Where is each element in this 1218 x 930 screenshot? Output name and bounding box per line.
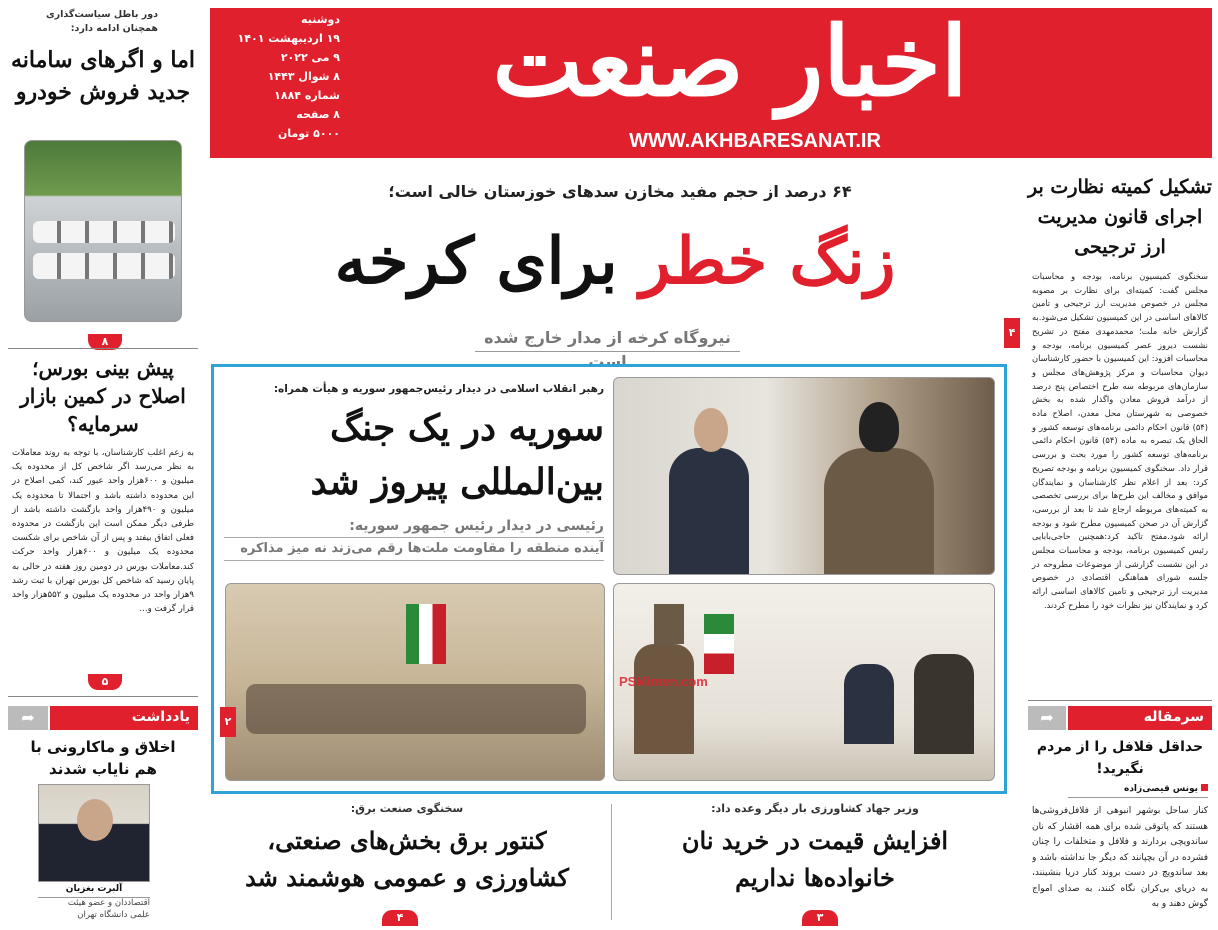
left-top-divider xyxy=(8,348,198,349)
feature-frame xyxy=(211,364,1007,794)
bottom-right-headline-1: افزایش قیمت در خرید نان xyxy=(681,826,949,855)
right-top-headline: تشکیل کمیته نظارت بر اجرای قانون مدیریت ارز ترجیحی xyxy=(1028,176,1212,258)
editorial-column[interactable] xyxy=(1028,706,1212,928)
figure-robe-head xyxy=(859,402,899,452)
date-persian: ۱۹ اردیبهشت ۱۴۰۱ xyxy=(237,32,340,45)
editorial-author xyxy=(1068,784,1208,798)
page-count: ۸ صفحه xyxy=(296,108,340,121)
iran-flag xyxy=(704,614,734,674)
figure-suit-head xyxy=(694,408,728,452)
bottom-divider xyxy=(611,804,612,920)
bottom-left-story[interactable] xyxy=(212,800,602,926)
left-mid-headline: پیش بینی بورس؛ اصلاح در کمین بازار سرمایه؟ xyxy=(20,356,186,436)
editorial-label: سرمقاله xyxy=(1068,706,1212,730)
bottom-left-headline-2: کشاورزی و عمومی هوشمند شد xyxy=(245,863,569,892)
lead-headline-red: زنگ خطر xyxy=(639,224,896,299)
note-arrow-icon: ➦ xyxy=(8,706,48,730)
date-weekday: دوشنبه xyxy=(301,13,340,26)
masthead-date-block xyxy=(214,10,344,156)
photo-cars xyxy=(24,140,182,322)
photo-meeting-room xyxy=(225,583,605,781)
bottom-right-story[interactable] xyxy=(620,800,1010,926)
figure-left-seated xyxy=(634,644,694,754)
feature-page-badge[interactable]: ۲ xyxy=(220,707,236,737)
right-top-body: سخنگوی کمیسیون برنامه، بودجه و محاسبات مجلس گفت: کمیته‌ای برای نظارت بر مصوبه مجلس در خصوص مدیریت ارز ترجیحی و تامین کالاهای اساسی در این کمیسیون تشکیل می‌شود.به گزارش خانه ملت؛ محمدمهدی مفتح در تشریح نشست دیروز عصر کمیسیون برنامه، بودجه و محاسبات افزود: این کمیسیون با حضور کارشناسان دیوان محاسبات و مرکز پژوهش‌های مجلس و سازمان‌های مربوطه سه طرح اختصاص پنج درصد از درآمد فروش معادن واگذار شده به بخش خصوصی به شهرستان محل معدن، اصلاح ماده (۵۴) قانون احکام دائمی برنامه‌های توسعه کشور و الحاق یک تبصره به ماده (۵۴) قانون احکام دائمی برنامه‌های توسعه کشور را مورد بحث و بررسی قرار داد. سخنگوی کمیسیون برنامه و بودجه تصریح کرد: بعد از اعلام نظر کارشناسان و نمایندگان موافق و مخالف این طرح‌ها برای بررسی تخصصی به کمیته‌های مربوطه ارجاع شد تا بعد از بررسی، گزارش آن در صحن کمیسیون مطرح شود و بودجه ارائه شود.مفتح تاکید کرد:همچنین حاجی‌بابایی رئیس کمیسیون برنامه، بودجه و محاسبات مجلس در این نشست گزارشی از موضوعات مطروحه در جلسه شورای هماهنگی اقتصادی در خصوص مدیریت ارز ترجیحی و تامین کالاهای اساسی ارائه کرد و نمایندگان نیز نظرات خود را مطرح کردند. xyxy=(1032,271,1208,610)
note-column[interactable] xyxy=(8,704,198,926)
editorial-body: کنار ساحل بوشهر انبوهی از فلافل‌فروشی‌ها هستند که پاتوقی شده برای همه اقشار که نان ساندویچی بردارند و فلافل و متخلفات را چنان فشرده در آن بچپانند که دیگر جا نداشته باشد و بعد ساندویچ در دست بروند کنار دریا بنشینند، به دریای بی‌کران نگاه کنند، به صدای امواج گوش دهند و به xyxy=(1032,806,1208,909)
left-mid-page-badge[interactable]: ۵ xyxy=(88,674,122,690)
bottom-right-kicker: وزیر جهاد کشاورزی بار دیگر وعده داد: xyxy=(711,802,919,815)
editorial-author-name: یونس قیصی‌زاده xyxy=(1124,784,1198,794)
note-headline: اخلاق و ماکارونی با هم نایاب شدند xyxy=(30,738,176,778)
photo-handshake xyxy=(613,377,995,575)
author-photo xyxy=(38,784,150,882)
masthead-url: WWW.AKHBARESANAT.IR xyxy=(629,130,881,152)
lead-page-badge[interactable]: ۴ xyxy=(1004,318,1020,348)
left-top-story[interactable] xyxy=(8,8,198,348)
figure-center-seated xyxy=(844,664,894,744)
right-top-story[interactable] xyxy=(1028,172,1212,700)
photo-portrait-room xyxy=(613,583,995,781)
date-gregorian: ۹ می ۲۰۲۲ xyxy=(280,51,340,64)
masthead xyxy=(210,5,1212,158)
lead-subhead: نیروگاه کرخه از مدار خارج شده است xyxy=(475,326,740,352)
author-role-1: اقتصاددان و عضو هیئت xyxy=(67,898,150,908)
price: ۵۰۰۰ تومان xyxy=(277,127,340,140)
date-hijri: ۸ شوال ۱۴۴۳ xyxy=(267,70,340,83)
lead-headline-black: برای کرخه xyxy=(334,224,618,299)
author-role-2: علمی دانشگاه تهران xyxy=(77,910,150,920)
editorial-arrow-icon: ➦ xyxy=(1028,706,1066,730)
bottom-right-page-badge[interactable]: ۳ xyxy=(802,910,838,926)
masthead-logo: اخبار صنعت xyxy=(492,5,968,118)
feature-sub-2: آینده منطقه را مقاومت ملت‌ها رقم می‌زند نه میز مذاکره xyxy=(224,538,604,561)
feature-kicker: رهبر انقلاب اسلامی در دیدار رئیس‌جمهور سوریه و هیأت همراه: xyxy=(273,383,604,395)
left-top-headline: اما و اگرهای سامانه جدید فروش خودرو xyxy=(11,47,195,105)
feature-headline-2: بین‌المللی پیروز شد xyxy=(310,461,604,503)
chairs-row xyxy=(246,684,586,734)
left-top-kicker: دور باطل سیاست‌گذاری همچنان ادامه دارد: xyxy=(45,9,158,34)
portrait-frame xyxy=(654,604,684,644)
editorial-headline: حداقل فلافل را از مردم نگیرید! xyxy=(1036,739,1204,777)
lead-story[interactable] xyxy=(210,170,1020,371)
car-row-2 xyxy=(33,253,175,279)
left-mid-story[interactable] xyxy=(8,354,198,686)
right-top-divider xyxy=(1028,700,1212,701)
figure-robe xyxy=(824,448,934,574)
left-mid-body: به زعم اغلب کارشناسان، با توجه به روند معاملات به نظر می‌رسد اگر شاخص کل از محدوده یک میلیون و ۶۰۰هزار واحد عبور کند، کمی اصلاح در این محدوده داشته باشد و احتمالا تا محدوده یک میلیون و ۴۹۰هزار واحد بازگشت داشته باشد از طرفی دیگر ممکن است این بازگشت در محدوده فعلی اتفاق بیفتد و پس از آن شاخص برای شکست محدوده یک میلیون و ۶۰۰هزار واحد حرکت کند.معاملات بورس در دومین روز هفته در حالی به پایان رسید که شاخص کل بورس تهران با ثبت رشد ۹هزار واحد در محدوده یک میلیون و ۵۵۲هزار واحد قرار گرفت و... xyxy=(12,448,195,615)
feature-headline-1: سوریه در یک جنگ xyxy=(329,407,604,449)
feature-text[interactable] xyxy=(224,381,604,581)
note-label: یادداشت xyxy=(50,706,198,730)
author-head xyxy=(77,799,113,841)
issue-number: شماره ۱۸۸۴ xyxy=(274,89,340,102)
bottom-left-kicker: سخنگوی صنعت برق: xyxy=(350,802,464,815)
lead-kicker: ۶۴ درصد از حجم مفید مخازن سدهای خوزستان خالی است؛ xyxy=(388,182,852,201)
bottom-right-headline-2: خانواده‌ها نداریم xyxy=(735,863,895,892)
left-top-page-badge[interactable]: ۸ xyxy=(88,334,122,350)
bottom-left-headline-1: کنتور برق بخش‌های صنعتی، xyxy=(267,826,547,855)
flags xyxy=(406,604,446,664)
author-marker-icon xyxy=(1201,784,1208,791)
figure-right-seated xyxy=(914,654,974,754)
car-row xyxy=(33,221,175,243)
author-name: آلبرت بغزیان xyxy=(38,884,150,898)
figure-suit xyxy=(669,448,749,574)
left-mid-divider xyxy=(8,696,198,697)
lead-headline xyxy=(230,212,1000,312)
bottom-left-page-badge[interactable]: ۴ xyxy=(382,910,418,926)
watermark: PSMimen.com xyxy=(619,674,708,689)
feature-sub-1: رئیسی در دیدار رئیس جمهور سوریه: xyxy=(224,515,604,538)
